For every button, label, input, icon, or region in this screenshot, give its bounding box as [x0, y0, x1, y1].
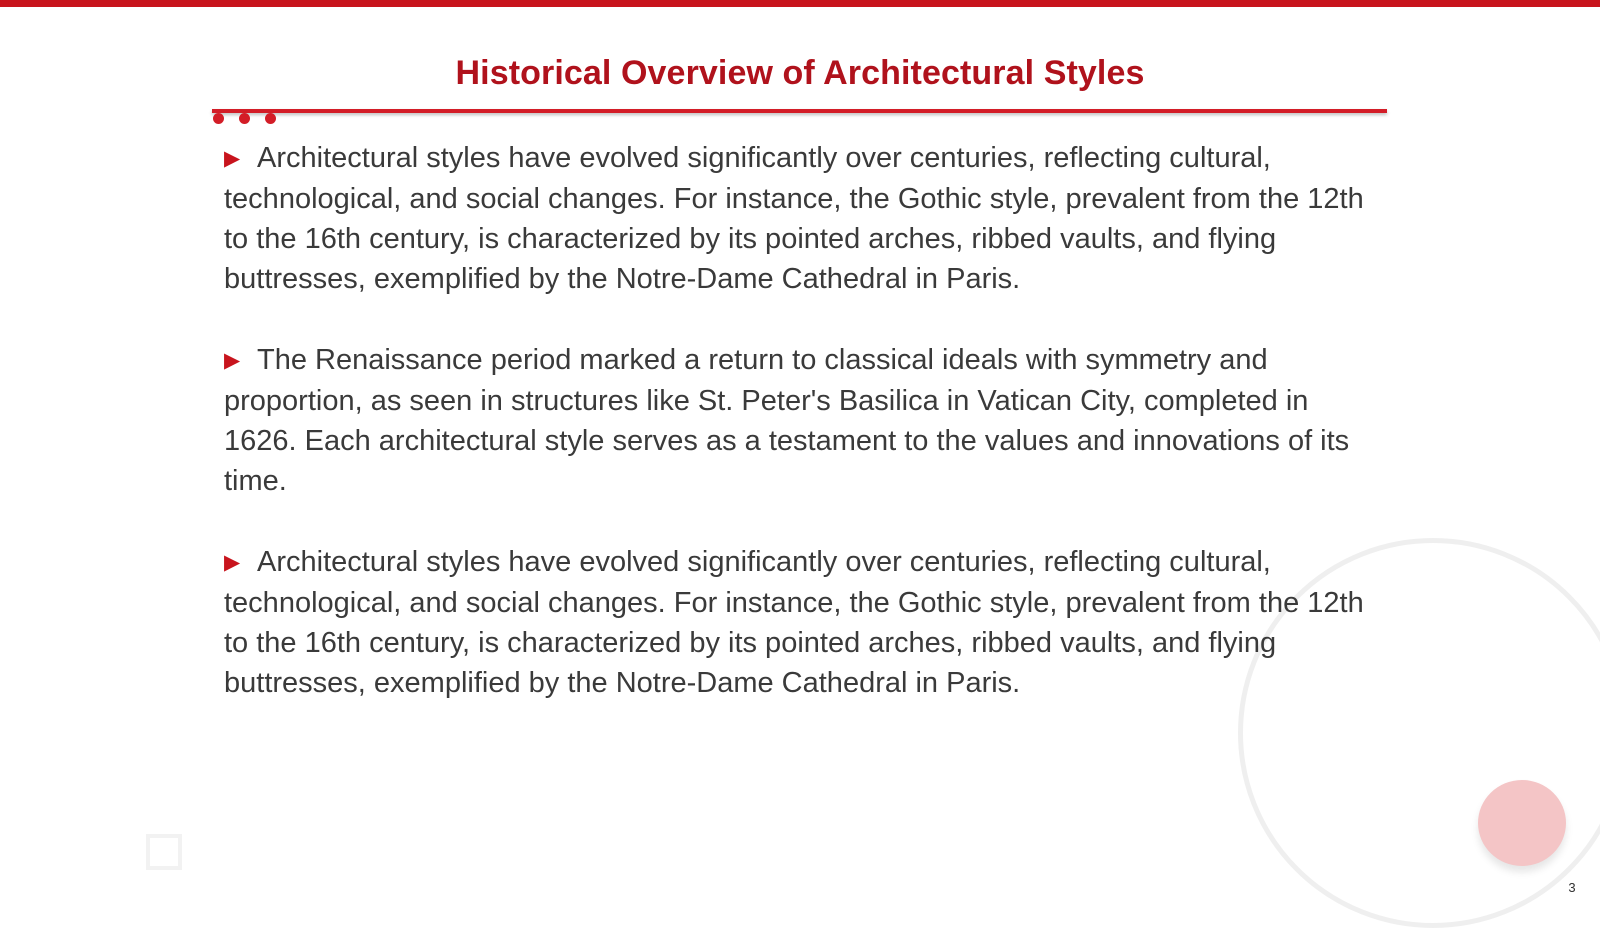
title-underline [212, 109, 1387, 113]
paragraph-text: Architectural styles have evolved significantly over centuries, reflecting cultural, technological, and social changes. For instance, the Gothic style, prevalent from the 12th to the 16th century, is characterized by its pointed arches, ribbed vaults, and flying buttresses, exemplified by the Notre-Dame Cathedral in Paris. [224, 546, 1364, 699]
bullet-paragraph [224, 542, 1384, 703]
triangle-right-icon: ▶ [224, 349, 241, 372]
bullet-paragraph [224, 340, 1384, 501]
decorative-circle [1478, 780, 1566, 866]
triangle-right-icon: ▶ [224, 147, 241, 170]
triangle-right-icon: ▶ [224, 551, 241, 574]
paragraph-text: The Renaissance period marked a return to classical ideals with symmetry and proportion, as seen in structures like St. Peter's Basilica in Vatican City, completed in 1626. Each architectural style serves as a testament to the values and innovations of its time. [224, 344, 1350, 497]
decorative-dot [213, 113, 224, 124]
slide-title: Historical Overview of Architectural Styles [455, 54, 1145, 92]
decorative-dot [265, 113, 276, 124]
paragraph-text: Architectural styles have evolved significantly over centuries, reflecting cultural, technological, and social changes. For instance, the Gothic style, prevalent from the 12th to the 16th century, is characterized by its pointed arches, ribbed vaults, and flying buttresses, exemplified by the Notre-Dame Cathedral in Paris. [224, 142, 1364, 295]
page-number: 3 [1568, 880, 1576, 895]
bullet-paragraph [224, 138, 1384, 299]
decorative-dot [239, 113, 250, 124]
decorative-square [146, 834, 182, 870]
top-accent-bar [0, 0, 1600, 7]
slide-body [224, 138, 1384, 744]
